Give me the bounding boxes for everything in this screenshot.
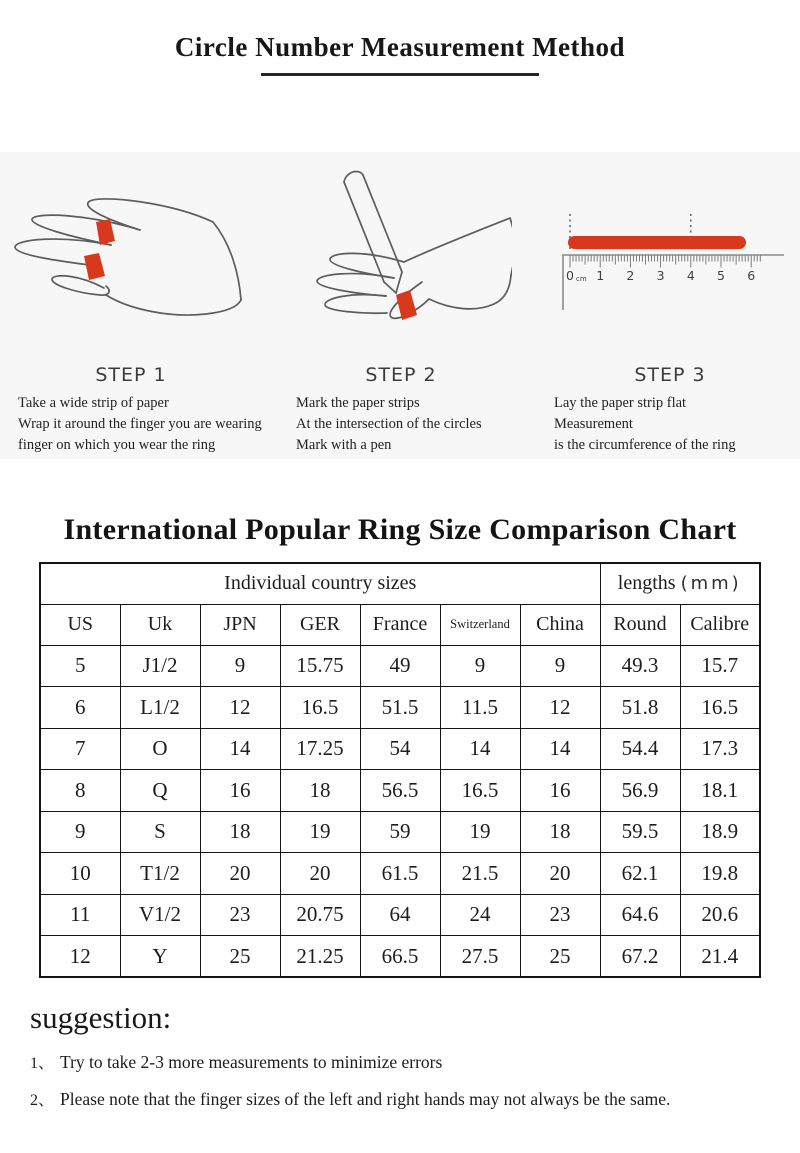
table-cell: 14 bbox=[200, 728, 280, 770]
table-cell: 11 bbox=[40, 894, 120, 936]
step-1-line-3: finger on which you wear the ring bbox=[18, 437, 216, 454]
table-row bbox=[40, 936, 760, 978]
suggestion-item-2 bbox=[30, 1087, 800, 1110]
table-cell: 16 bbox=[200, 770, 280, 812]
column-header-uk: Uk bbox=[120, 604, 200, 645]
table-cell: 24 bbox=[440, 894, 520, 936]
column-header-us: US bbox=[40, 604, 120, 645]
table-cell: 19 bbox=[440, 811, 520, 853]
table-cell: 9 bbox=[40, 811, 120, 853]
table-cell: Y bbox=[120, 936, 200, 978]
suggestion-item-2-number: 2、 bbox=[30, 1092, 55, 1109]
step-2-line-1: Mark the paper strips bbox=[296, 395, 420, 411]
group-header-row bbox=[40, 563, 760, 604]
step-3-illustration-area bbox=[540, 152, 800, 364]
column-header-calibre: Calibre bbox=[680, 604, 760, 645]
table-cell: 20.75 bbox=[280, 894, 360, 936]
table-cell: 62.1 bbox=[600, 853, 680, 895]
step-2-label: STEP 2 bbox=[365, 364, 437, 386]
table-cell: 56.5 bbox=[360, 770, 440, 812]
column-header-row bbox=[40, 604, 760, 645]
step-1-label: STEP 1 bbox=[95, 364, 167, 386]
table-cell: 64.6 bbox=[600, 894, 680, 936]
table-cell: 61.5 bbox=[360, 853, 440, 895]
table-cell: 49 bbox=[360, 645, 440, 687]
table-cell: 12 bbox=[200, 687, 280, 729]
lengths-unit-label: (mm) bbox=[680, 573, 742, 595]
step-1-line-2: Wrap it around the finger you are wearing bbox=[18, 416, 262, 433]
table-cell: 66.5 bbox=[360, 936, 440, 978]
ruler-ticks bbox=[570, 256, 760, 268]
step-2-text bbox=[262, 393, 540, 456]
column-header-france: France bbox=[360, 604, 440, 645]
suggestion-item-1 bbox=[30, 1050, 800, 1073]
table-row bbox=[40, 853, 760, 895]
table-cell: 9 bbox=[200, 645, 280, 687]
table-row bbox=[40, 811, 760, 853]
table-cell: 21.5 bbox=[440, 853, 520, 895]
table-cell: 14 bbox=[440, 728, 520, 770]
step-1-text bbox=[0, 393, 262, 456]
table-row bbox=[40, 894, 760, 936]
column-header-ger: GER bbox=[280, 604, 360, 645]
table-cell: 21.25 bbox=[280, 936, 360, 978]
table-cell: 8 bbox=[40, 770, 120, 812]
ruler-numbers bbox=[566, 268, 755, 283]
table-cell: 64 bbox=[360, 894, 440, 936]
table-cell: 20.6 bbox=[680, 894, 760, 936]
table-cell: 23 bbox=[520, 894, 600, 936]
svg-text:cm: cm bbox=[576, 275, 587, 283]
chart-title: International Popular Ring Size Comparison Chart bbox=[63, 513, 737, 546]
ruler-with-paper-strip-illustration bbox=[550, 210, 792, 314]
table-cell: 18.9 bbox=[680, 811, 760, 853]
column-header-china: China bbox=[520, 604, 600, 645]
table-cell: 27.5 bbox=[440, 936, 520, 978]
ring-mark-lower bbox=[84, 253, 105, 280]
step-2-illustration-area bbox=[262, 152, 540, 364]
svg-text:0: 0 bbox=[566, 268, 574, 283]
table-cell: J1/2 bbox=[120, 645, 200, 687]
table-cell: 11.5 bbox=[440, 687, 520, 729]
table-cell: 20 bbox=[200, 853, 280, 895]
group-header-lengths bbox=[600, 563, 760, 604]
ring-size-table bbox=[39, 562, 761, 978]
svg-text:1: 1 bbox=[596, 268, 605, 283]
table-row bbox=[40, 728, 760, 770]
step-3-line-1: Lay the paper strip flat bbox=[554, 395, 687, 411]
hand-with-pen-illustration bbox=[284, 160, 512, 360]
table-cell: 19.8 bbox=[680, 853, 760, 895]
steps-section bbox=[0, 152, 800, 459]
step-2 bbox=[262, 152, 540, 459]
ring-mark bbox=[396, 290, 417, 320]
table-cell: 16.5 bbox=[280, 687, 360, 729]
table-cell: 12 bbox=[40, 936, 120, 978]
step-1-illustration-area bbox=[0, 152, 262, 364]
table-cell: 51.8 bbox=[600, 687, 680, 729]
table-cell: 54 bbox=[360, 728, 440, 770]
step-3-line-2: Measurement bbox=[554, 416, 633, 433]
table-cell: 5 bbox=[40, 645, 120, 687]
group-header-countries: Individual country sizes bbox=[40, 563, 600, 604]
table-cell: L1/2 bbox=[120, 687, 200, 729]
step-2-line-3: Mark with a pen bbox=[296, 437, 392, 454]
table-row bbox=[40, 687, 760, 729]
column-header-jpn: JPN bbox=[200, 604, 280, 645]
svg-text:2: 2 bbox=[626, 268, 635, 283]
table-cell: 15.75 bbox=[280, 645, 360, 687]
page-title: Circle Number Measurement Method bbox=[174, 32, 626, 62]
step-3-line-3: is the circumference of the ring bbox=[554, 437, 736, 454]
table-row bbox=[40, 645, 760, 687]
table-cell: 17.3 bbox=[680, 728, 760, 770]
table-cell: 49.3 bbox=[600, 645, 680, 687]
table-row bbox=[40, 770, 760, 812]
table-cell: 25 bbox=[200, 936, 280, 978]
suggestion-item-2-text: Please note that the finger sizes of the left and right hands may not always be the same. bbox=[60, 1089, 671, 1109]
table-cell: 59.5 bbox=[600, 811, 680, 853]
svg-text:4: 4 bbox=[686, 268, 695, 283]
table-cell: 54.4 bbox=[600, 728, 680, 770]
table-cell: 14 bbox=[520, 728, 600, 770]
step-3-text bbox=[540, 393, 800, 456]
suggestion-section bbox=[0, 1000, 800, 1110]
table-cell: 15.7 bbox=[680, 645, 760, 687]
table-cell: 20 bbox=[520, 853, 600, 895]
table-cell: 23 bbox=[200, 894, 280, 936]
column-header-switzerland: Switzerland bbox=[440, 604, 520, 645]
title-underline bbox=[261, 73, 539, 76]
step-3 bbox=[540, 152, 800, 459]
table-cell: 59 bbox=[360, 811, 440, 853]
table-cell: 21.4 bbox=[680, 936, 760, 978]
hand-with-ring-marks-illustration bbox=[10, 192, 242, 354]
table-cell: Q bbox=[120, 770, 200, 812]
table-cell: T1/2 bbox=[120, 853, 200, 895]
table-cell: 16 bbox=[520, 770, 600, 812]
table-cell: 9 bbox=[440, 645, 520, 687]
table-cell: 25 bbox=[520, 936, 600, 978]
table-cell: 20 bbox=[280, 853, 360, 895]
table-cell: V1/2 bbox=[120, 894, 200, 936]
step-2-line-2: At the intersection of the circles bbox=[296, 416, 482, 433]
suggestion-item-1-text: Try to take 2-3 more measurements to minimize errors bbox=[60, 1052, 443, 1072]
lengths-label: lengths bbox=[617, 572, 676, 595]
ring-size-table-body bbox=[40, 645, 760, 977]
paper-strip bbox=[568, 236, 746, 249]
table-cell: 9 bbox=[520, 645, 600, 687]
table-cell: 18 bbox=[520, 811, 600, 853]
table-cell: 7 bbox=[40, 728, 120, 770]
table-cell: 16.5 bbox=[440, 770, 520, 812]
svg-text:6: 6 bbox=[747, 268, 756, 283]
table-cell: 6 bbox=[40, 687, 120, 729]
table-cell: 10 bbox=[40, 853, 120, 895]
table-cell: 17.25 bbox=[280, 728, 360, 770]
table-cell: 56.9 bbox=[600, 770, 680, 812]
svg-text:3: 3 bbox=[656, 268, 665, 283]
table-cell: 16.5 bbox=[680, 687, 760, 729]
table-cell: O bbox=[120, 728, 200, 770]
table-cell: S bbox=[120, 811, 200, 853]
table-cell: 18 bbox=[280, 770, 360, 812]
suggestion-heading: suggestion: bbox=[30, 1000, 172, 1035]
suggestion-item-1-number: 1、 bbox=[30, 1055, 55, 1072]
column-header-round: Round bbox=[600, 604, 680, 645]
table-cell: 18 bbox=[200, 811, 280, 853]
step-3-label: STEP 3 bbox=[634, 364, 706, 386]
table-cell: 67.2 bbox=[600, 936, 680, 978]
table-cell: 19 bbox=[280, 811, 360, 853]
step-1 bbox=[0, 152, 262, 459]
table-cell: 18.1 bbox=[680, 770, 760, 812]
svg-text:5: 5 bbox=[717, 268, 725, 283]
table-cell: 51.5 bbox=[360, 687, 440, 729]
table-cell: 12 bbox=[520, 687, 600, 729]
step-1-line-1: Take a wide strip of paper bbox=[18, 395, 169, 411]
